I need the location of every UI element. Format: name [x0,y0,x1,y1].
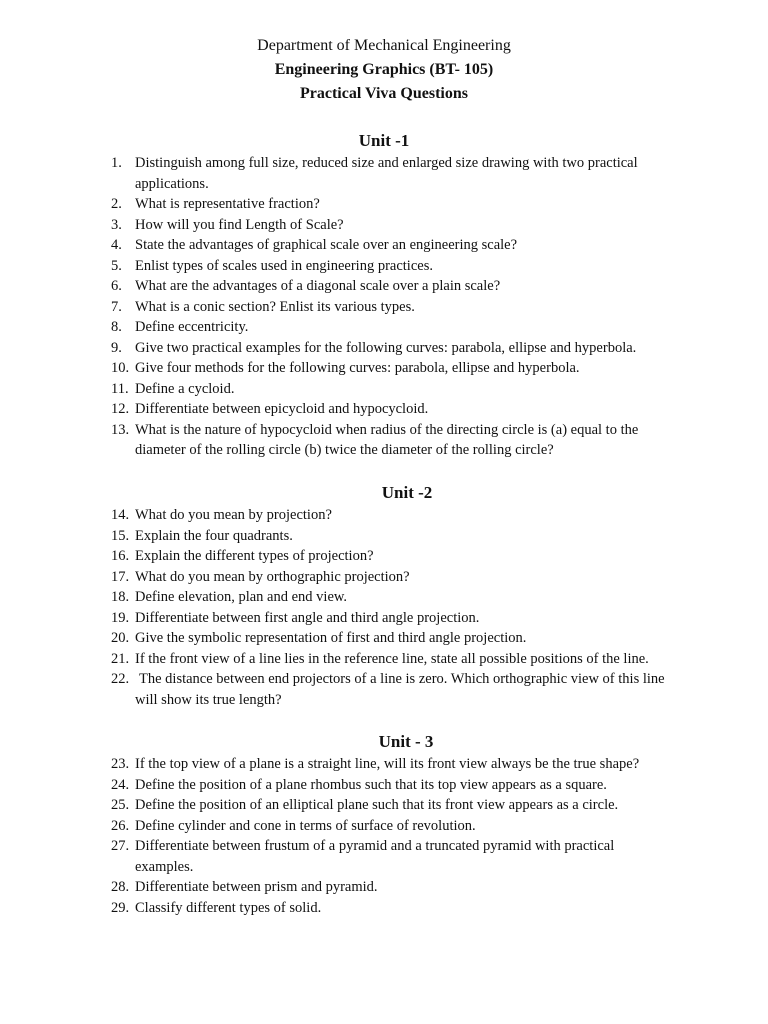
question-item [0,215,675,236]
question-text: Enlist types of scales used in engineering practices. [135,257,433,274]
unit-heading: Unit - 3 [378,732,434,751]
question-text: Classify different types of solid. [135,899,322,916]
question-text: If the top view of a plane is a straight line, will its front view always be the true shape? [135,756,640,772]
question-item [0,297,675,318]
question-number: 26. [111,817,130,834]
unit-1-section [0,130,768,461]
question-item [0,194,675,215]
question-text: The distance between end projectors of a line is zero. Which orthographic view of this line will show its true length? [135,671,665,708]
question-number: 21. [111,650,130,667]
question-text: What is a conic section? Enlist its various types. [135,298,415,315]
question-number: 18. [111,589,130,605]
question-item [0,526,675,547]
question-text: Explain the different types of projection? [135,548,374,564]
question-number: 24. [111,776,130,793]
question-text: What is representative fraction? [135,196,320,212]
question-number: 3. [111,216,122,233]
question-number: 1. [111,155,122,171]
question-item [0,898,675,919]
question-number: 9. [111,339,122,356]
question-text: Differentiate between epicycloid and hypocycloid. [135,401,429,417]
question-number: 25. [111,797,130,813]
question-item [0,399,675,420]
document-header [0,34,768,106]
course-title: Engineering Graphics (BT- 105) [274,61,494,78]
question-item [0,546,675,567]
question-number: 15. [111,527,130,544]
question-item [0,276,675,297]
question-text: Differentiate between prism and pyramid. [135,879,378,895]
question-text: Define a cycloid. [135,380,235,397]
question-list [0,153,768,461]
question-item [0,505,675,526]
question-item [0,338,675,359]
question-item [0,358,675,379]
question-item [0,317,675,338]
question-list [0,505,768,710]
unit-heading: Unit -2 [381,483,433,502]
question-item [0,628,675,649]
question-number: 20. [111,630,130,646]
question-number: 7. [111,298,122,315]
question-text: How will you find Length of Scale? [135,216,344,233]
question-text: Define cylinder and cone in terms of surface of revolution. [135,817,476,834]
question-text: Explain the four quadrants. [135,527,293,544]
question-item [0,153,675,194]
question-text: Differentiate between frustum of a pyramid and a truncated pyramid with practical examples. [135,838,615,875]
question-text: Give the symbolic representation of first and third angle projection. [135,630,527,646]
question-item [0,379,675,400]
question-number: 28. [111,879,130,895]
question-number: 8. [111,319,122,335]
question-item [0,649,675,670]
question-text: Define elevation, plan and end view. [135,589,348,605]
question-number: 6. [111,278,122,294]
question-text: What do you mean by orthographic projection? [135,568,410,585]
question-item [0,256,675,277]
question-text: Define the position of a plane rhombus such that its top view appears as a square. [135,776,607,793]
question-text: What are the advantages of a diagonal scale over a plain scale? [135,278,501,294]
question-text: Give two practical examples for the following curves: parabola, ellipse and hyperbola. [135,339,637,356]
question-text: Define the position of an elliptical plane such that its front view appears as a circle. [135,797,619,813]
question-number: 12. [111,401,130,417]
question-text: Give four methods for the following curves: parabola, ellipse and hyperbola. [135,360,580,376]
question-item [0,816,675,837]
question-item [0,567,675,588]
unit-heading: Unit -1 [358,131,410,150]
question-number: 23. [111,756,130,772]
question-item [0,587,675,608]
question-item [0,608,675,629]
question-number: 22. [111,671,130,687]
question-number: 16. [111,548,130,564]
question-text: Differentiate between first angle and third angle projection. [135,609,480,626]
question-number: 13. [111,421,130,438]
question-text: If the front view of a line lies in the reference line, state all possible positions of the line. [135,650,649,667]
question-text: Define eccentricity. [135,319,249,335]
question-number: 27. [111,838,130,854]
question-item [0,669,675,710]
question-item [0,836,675,877]
question-item [0,795,675,816]
question-text: What do you mean by projection? [135,507,332,523]
question-item [0,235,675,256]
question-number: 5. [111,257,122,274]
question-item [0,754,675,775]
question-item [0,877,675,898]
document-title: Practical Viva Questions [300,85,468,102]
question-text: Distinguish among full size, reduced size and enlarged size drawing with two practical applications. [135,155,638,192]
question-number: 14. [111,507,130,523]
unit-3-section [0,731,768,918]
question-number: 19. [111,609,130,626]
question-list [0,754,768,918]
unit-2-section [0,482,768,710]
question-number: 4. [111,237,122,253]
department-name: Department of Mechanical Engineering [257,37,511,54]
question-number: 29. [111,899,130,916]
question-number: 11. [111,380,129,397]
question-number: 17. [111,568,130,585]
question-text: What is the nature of hypocycloid when radius of the directing circle is (a) equal to the diameter of the rolling circle (b) twice the diameter of the rolling circle? [135,421,639,458]
question-item [0,420,675,461]
question-number: 10. [111,360,130,376]
question-item [0,775,675,796]
question-text: State the advantages of graphical scale over an engineering scale? [135,237,518,253]
question-number: 2. [111,196,122,212]
